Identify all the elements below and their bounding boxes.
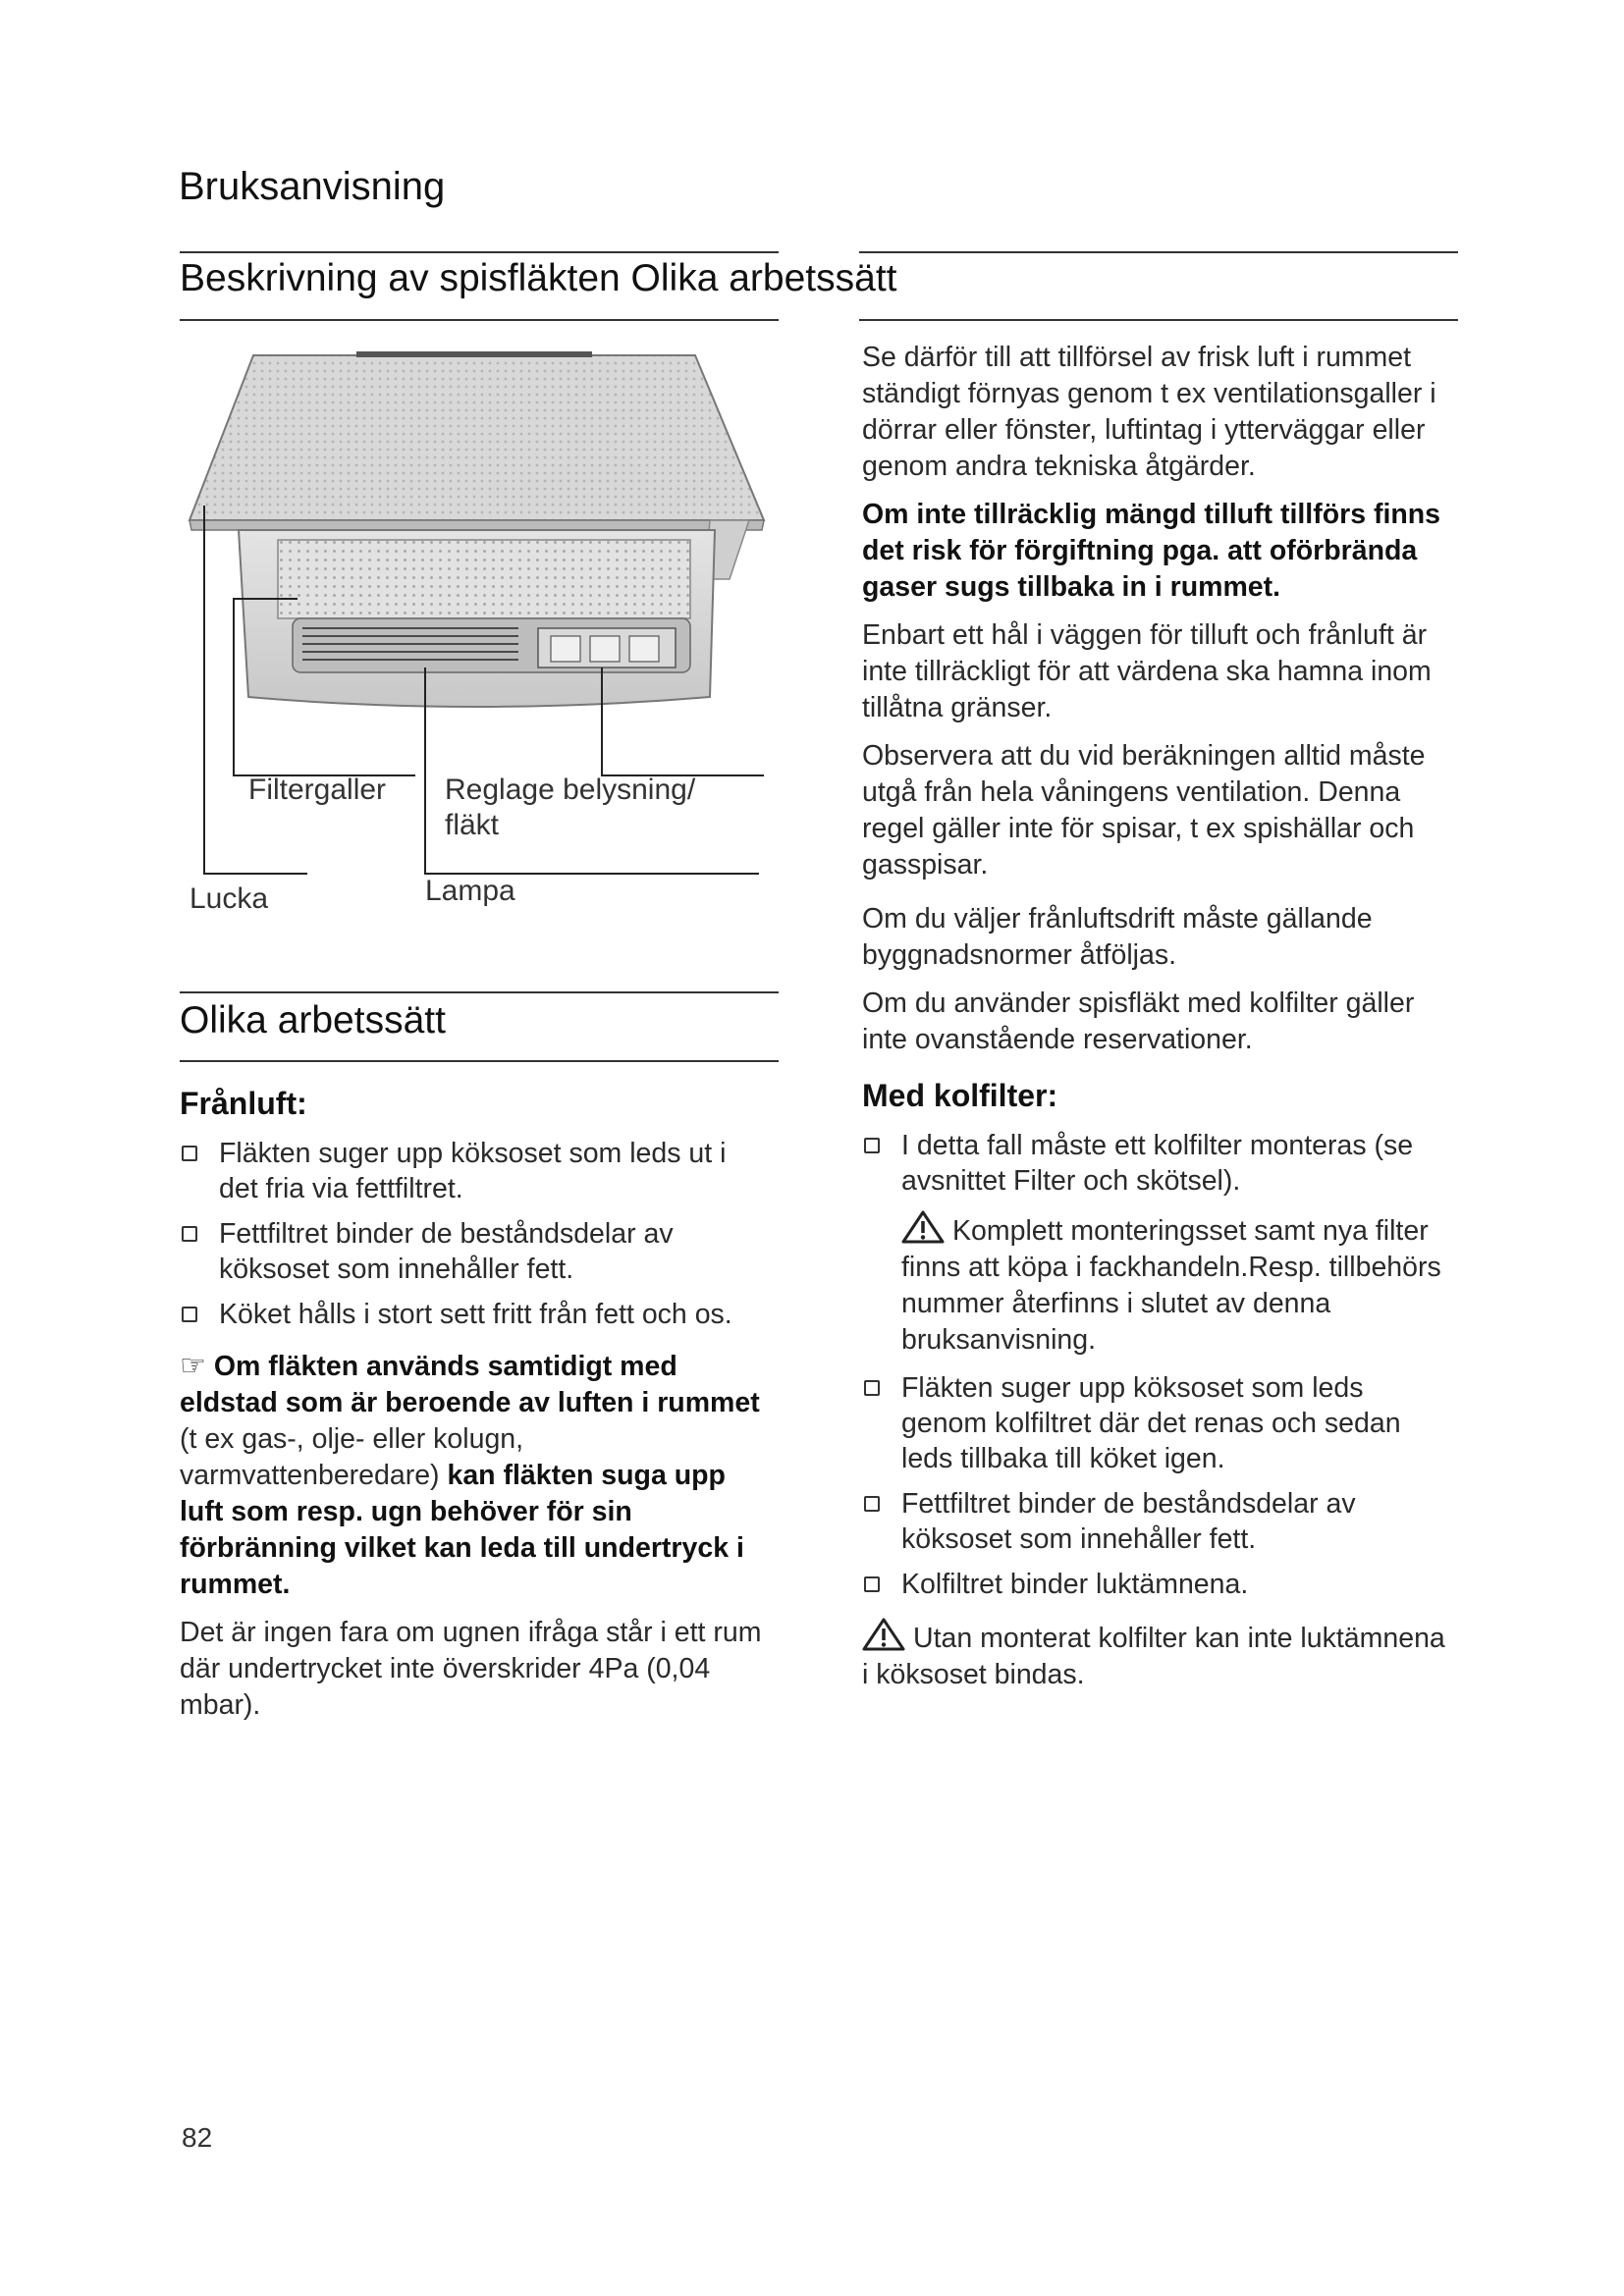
pointing-hand-icon: ☞ <box>180 1350 206 1382</box>
left-column-text <box>180 1086 769 1735</box>
checkbox-bullet-icon <box>864 1138 880 1153</box>
paragraph-exhaust: Om du väljer frånluftsdrift måste gällande byggnadsnormer åtföljas. <box>862 903 1373 971</box>
list-item: Kolfiltret binder luktämnena. <box>862 1567 1456 1602</box>
list-item: Köket hålls i stort sett fritt från fett och os. <box>180 1297 769 1332</box>
paragraph-observe: Observera att du vid beräkningen alltid måste utgå från hela våningens ventilation. Denna regel gäller inte för spisar, t ex spishällar och gasspisar. <box>862 740 1426 881</box>
rule-top-right <box>859 251 1458 253</box>
section-title-description: Beskrivning av spisfläkten Olika arbetssätt <box>180 257 897 299</box>
label-lampa: Lampa <box>425 875 515 907</box>
range-hood-illustration <box>180 344 779 933</box>
list-item: Fettfiltret binder de beståndsdelar av köksoset som innehåller fett. <box>862 1486 1456 1557</box>
list-item: I detta fall måste ett kolfilter monteras (se avsnittet Filter och skötsel). <box>862 1128 1456 1199</box>
checkbox-bullet-icon <box>182 1226 197 1242</box>
heading-kolfilter: Med kolfilter: <box>862 1078 1058 1113</box>
right-column-text <box>862 340 1456 1705</box>
list-item: Fettfiltret binder de beståndsdelar av köksoset som innehåller fett. <box>180 1216 769 1287</box>
list-item: Fläkten suger upp köksoset som leds genom kolfiltret där det renas och sedan leds tillbaka till köket igen. <box>862 1370 1456 1476</box>
list-item: Fläkten suger upp köksoset som leds ut i det fria via fettfiltret. <box>180 1136 769 1206</box>
hood-figure <box>180 344 779 933</box>
paragraph-warning-bold: Om inte tillräcklig mängd tilluft tillförs finns det risk för förgiftning pga. att oförbrända gaser sugs tillbaka in i rummet. <box>862 499 1441 603</box>
warning-icon <box>862 1618 905 1651</box>
warning-icon <box>901 1210 945 1244</box>
rule-section2-top <box>180 991 779 993</box>
checkbox-bullet-icon <box>182 1146 197 1161</box>
label-reglage-line2: fläkt <box>445 809 500 841</box>
heading-franluft: Frånluft: <box>180 1086 307 1121</box>
page-title: Bruksanvisning <box>179 165 446 208</box>
label-lucka: Lucka <box>189 882 269 915</box>
page-number: 82 <box>182 2122 213 2153</box>
checkbox-bullet-icon <box>864 1380 880 1396</box>
rule-under-title-left <box>180 319 779 321</box>
label-filtergaller: Filtergaller <box>248 774 387 806</box>
rule-under-title-right <box>859 319 1458 321</box>
rule-top-left <box>180 251 779 253</box>
final-paragraph: Det är ingen fara om ugnen ifråga står i ett rum där undertrycket inte överskrider 4Pa (0,04 mbar). <box>180 1617 762 1721</box>
label-reglage-line1: Reglage belysning/ <box>445 774 696 806</box>
checkbox-bullet-icon <box>864 1496 880 1512</box>
checkbox-bullet-icon <box>182 1307 197 1322</box>
paragraph-hole: Enbart ett hål i väggen för tilluft och frånluft är inte tillräckligt för att värdena ska hamna inom tillåtna gränser. <box>862 619 1432 723</box>
warning-kit: Komplett monteringsset samt nya filter finns att köpa i fackhandeln.Resp. tillbehörs nummer återfinns i slutet av denna bruksanvisning. <box>862 1210 1456 1359</box>
warning-no-filter: Utan monterat kolfilter kan inte luktämnena i köksoset bindas. <box>862 1618 1456 1693</box>
note-paragraph: ☞ Om fläkten används samtidigt med eldstad som är beroende av luften i rummet (t ex gas-, olje- eller kolugn, varmvattenberedare) kan fläkten suga upp luft som resp. ugn behöver för sin förbränning vilket kan leda till undertryck i rummet. <box>180 1350 760 1600</box>
paragraph-fresh-air: Se därför till att tillförsel av frisk luft i rummet ständigt förnyas genom t ex ventilationsgaller i dörrar eller fönster, luftintag i ytterväggar eller genom andra tekniska åtgärder. <box>862 342 1436 482</box>
rule-section2-bottom <box>180 1060 779 1062</box>
paragraph-carbon: Om du använder spisfläkt med kolfilter gäller inte ovanstående reservationer. <box>862 988 1415 1055</box>
section-title-modes: Olika arbetssätt <box>180 999 446 1041</box>
checkbox-bullet-icon <box>864 1576 880 1592</box>
